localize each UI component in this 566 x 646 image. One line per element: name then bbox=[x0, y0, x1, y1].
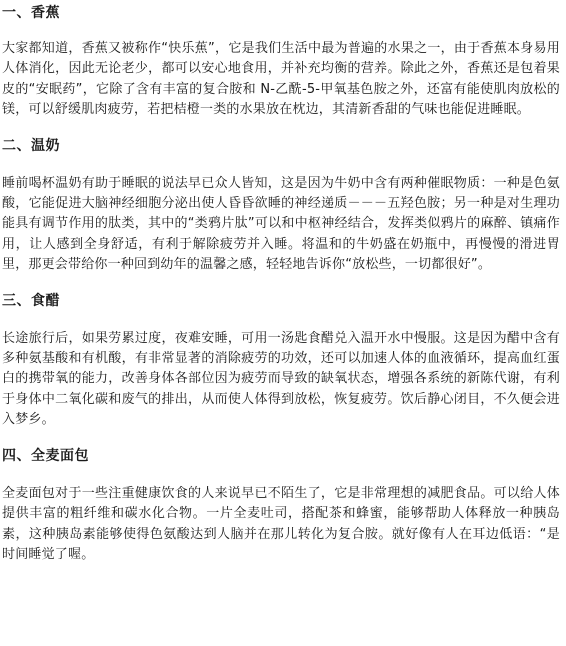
section-body-warm-milk: 睡前喝杯温奶有助于睡眠的说法早已众人皆知，这是因为牛奶中含有两种催眠物质：一种是色氨酸，它能促进大脑神经细胞分泌出使人昏昏欲睡的神经递质－－－五羟色胺；另一种是对生理功能具有调节作用的肽类，其中的“类鸦片肽”可以和中枢神经结合，发挥类似鸦片的麻醉、镇痛作用，让人感到全身舒适，有利于解除疲劳并入睡。将温和的牛奶盛在奶瓶中，再慢慢的滑进胃里，那更会带给你一种回到幼年的温馨之感，轻轻地告诉你“放松些，一切都很好”。 bbox=[2, 175, 560, 273]
section-body-whole-wheat-bread: 全麦面包对于一些注重健康饮食的人来说早已不陌生了，它是非常理想的减肥食品。可以给人体提供丰富的粗纤维和碳水化合物。一片全麦吐司，搭配茶和蜂蜜，能够帮助人体释放一种胰岛素，这种胰岛素能够使得色氨酸达到人脑并在那儿转化为复合胺。就好像有人在耳边低语：“是时间睡觉了喔。 bbox=[2, 485, 560, 562]
section-title-vinegar: 三、食醋 bbox=[2, 292, 60, 309]
section-title-banana: 一、香蕉 bbox=[2, 5, 60, 21]
section-title-whole-wheat-bread: 四、全麦面包 bbox=[2, 447, 89, 464]
section-body-banana: 大家都知道，香蕉又被称作“快乐蕉”，它是我们生活中最为普遍的水果之一，由于香蕉本身易用人体消化，因此无论老少，都可以安心地食用，并补充均衡的营养。除此之外，香蕉还是包着果皮的“安眠药”，它除了含有丰富的复合胺和 N-乙酰-5-甲氧基色胺之外，还富有能使肌肉放松的镁，可以舒缓肌肉疲劳，若把桔橙一类的水果放在枕边，其清新香甜的气味也能促进睡眠。 bbox=[2, 41, 560, 118]
section-body-vinegar: 长途旅行后，如果劳累过度，夜难安睡，可用一汤匙食醋兑入温开水中慢服。这是因为醋中含有多种氨基酸和有机酸，有非常显著的消除疲劳的功效，还可以加速人体的血液循环，提高血红蛋白的携带氧的能力，改善身体各部位因为疲劳而导致的缺氧状态，增强各系统的新陈代谢，有利于身体中二氧化碳和废气的排出，从而使人体得到放松，恢复疲劳。饮后静心闭目，不久便会进入梦乡。 bbox=[2, 330, 560, 428]
section-title-warm-milk: 二、温奶 bbox=[2, 137, 60, 154]
